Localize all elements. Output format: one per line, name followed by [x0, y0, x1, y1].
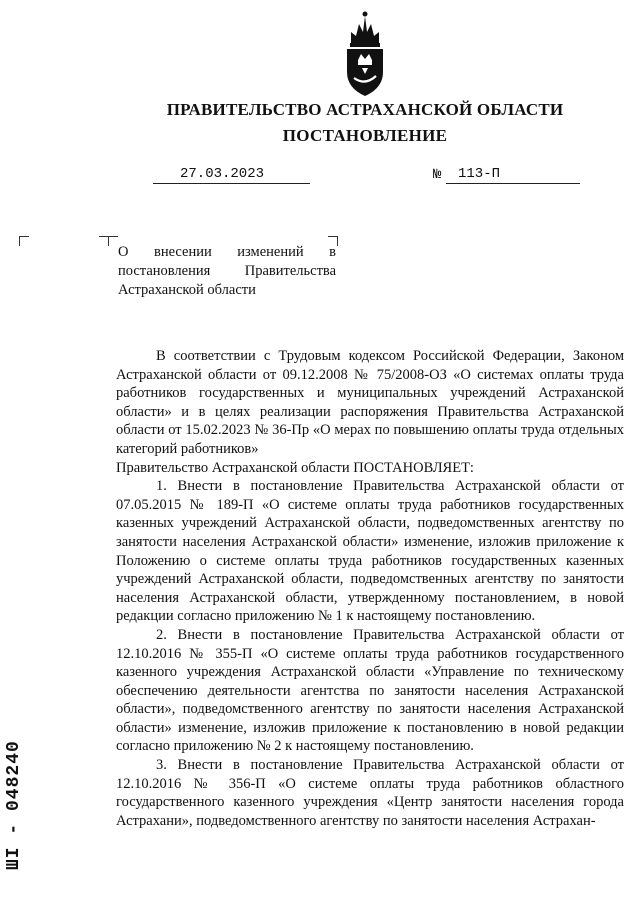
- corner-mark: [108, 236, 118, 246]
- document-date: 27.03.2023: [180, 166, 265, 182]
- document-type: ПОСТАНОВЛЕНИЕ: [282, 126, 448, 145]
- margin-registration-code: ШI - 048240: [4, 740, 24, 870]
- organization-title: ПРАВИТЕЛЬСТВО АСТРАХАНСКОЙ ОБЛАСТИ: [166, 100, 564, 119]
- date-underline: [153, 183, 310, 184]
- number-label: №: [433, 167, 442, 183]
- preamble-paragraph: В соответствии с Трудовым кодексом Российской Федерации, Законом Астраханской области от 09.12.2008 № 75/2008-ОЗ «О системах оплаты труда работников государственных и муниципальных учреждений Астраханской области» и в целях реализации распоряжения Правительства Астраханской области от 15.02.2023 № 36-Пр «О мерах по повышению оплаты труда отдельных категорий работников»: [116, 348, 624, 457]
- clause-paragraph: 1. Внести в постановление Правительства Астраханской области от 07.05.2015 № 189-П «О системе оплаты труда работников государственных казенных учреждений Астраханской области, подведомственных агентству по занятости населения Астраханской области» изменение, изложив приложение к Положению о системе оплаты труда работников государственных казенных учреждений Астраханской области, подведомственных агентству по занятости населения Астраханской области, утвержденному постановлением, в новой редакции согласно приложению № 1 к настоящему постановлению.: [116, 478, 624, 625]
- document-body: [116, 347, 624, 830]
- resolves-line: Правительство Астраханской области ПОСТАНОВЛЯЕТ:: [116, 459, 474, 476]
- document-subject: О внесении изменений в постановления Правительства Астраханской области: [118, 244, 336, 298]
- corner-mark: [19, 236, 29, 246]
- clause-paragraph: 2. Внести в постановление Правительства Астраханской области от 12.10.2016 № 355-П «О системе оплаты труда работников государственного казенного учреждения Астраханской области «Управление по техническому обеспечению деятельности агентства по занятости населения Астраханской области», подведомственного агентству по занятости населения Астраханской области» изменение, изложив приложение к постановлению в новой редакции согласно приложению № 2 к настоящему постановлению.: [116, 626, 624, 755]
- number-underline: [446, 183, 580, 184]
- document-number: 113-П: [458, 166, 501, 182]
- clause-paragraph: 3. Внести в постановление Правительства Астраханской области от 12.10.2016 № 356-П «О системе оплаты труда работников областного государственного казенного учреждения «Центр занятости населения города Астрахани», подведомственного агентству по занятости населения Астрахан-: [116, 757, 624, 829]
- coat-of-arms-icon: [338, 10, 392, 98]
